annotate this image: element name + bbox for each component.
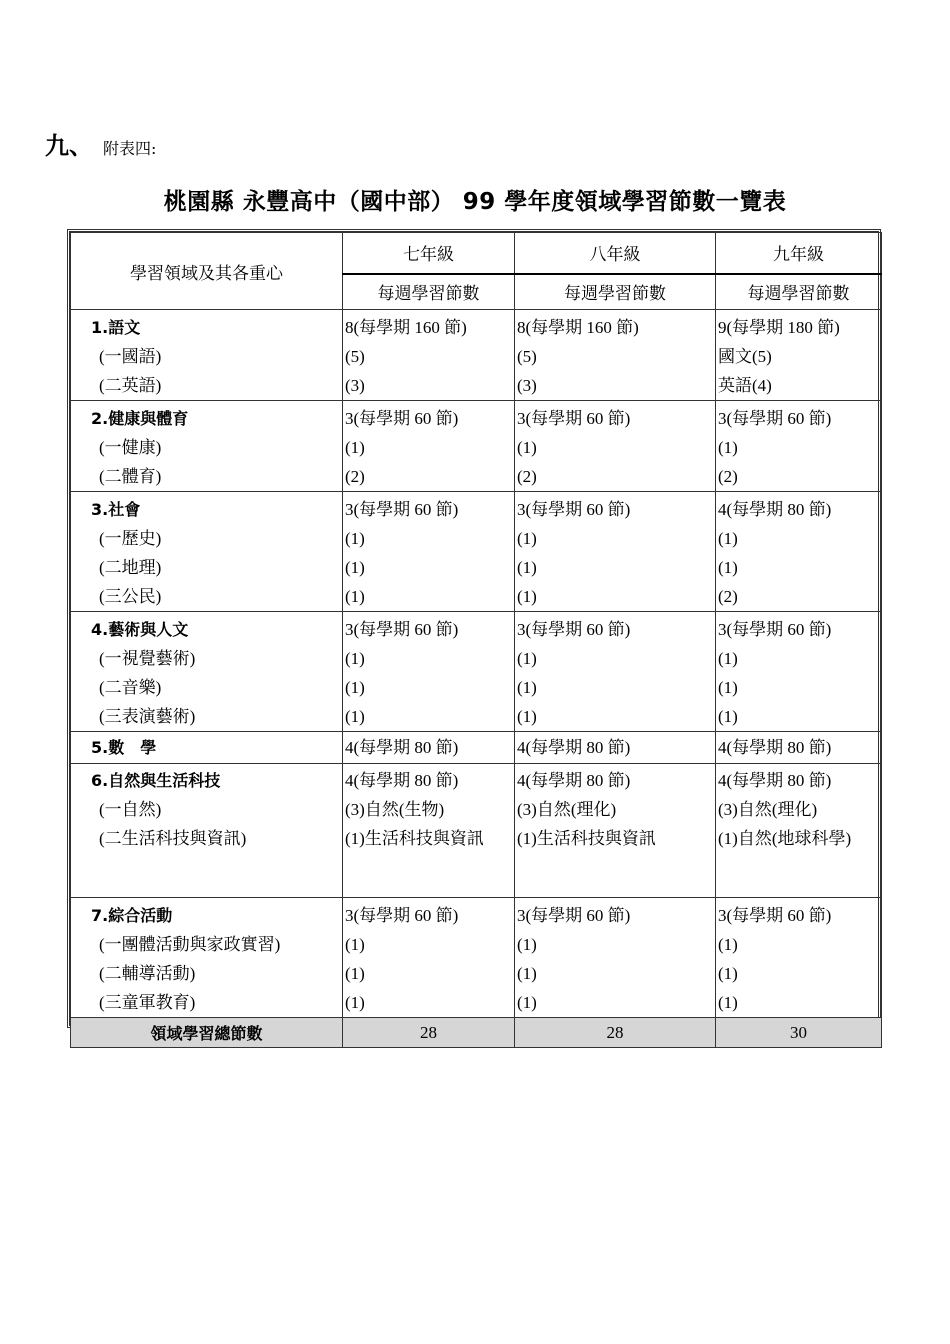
- hours-value: 3(每學期 60 節): [345, 906, 459, 925]
- hours-value: (2): [718, 587, 738, 606]
- g8-cell: [515, 401, 716, 492]
- hours-value: (1): [517, 935, 537, 954]
- g8-cell: [515, 310, 716, 401]
- hours-value: (1): [718, 707, 738, 726]
- g7-cell: [343, 310, 515, 401]
- hours-value: (1): [517, 993, 537, 1012]
- hours-value: 3(每學期 60 節): [517, 409, 631, 428]
- hours-value: 4(每學期 80 節): [718, 738, 832, 757]
- hours-value: 4(每學期 80 節): [345, 771, 459, 790]
- area-subitem: (一國語): [99, 347, 162, 366]
- area-title: 5.數 學: [91, 738, 157, 757]
- area-cell: [71, 310, 343, 401]
- grade9-subheader: 每週學習節數: [716, 274, 882, 310]
- hours-value: (1): [517, 558, 537, 577]
- hours-value: (3)自然(生物): [345, 800, 445, 819]
- hours-value: (1): [517, 529, 537, 548]
- total-grade7: 28: [343, 1018, 515, 1048]
- g9-cell: [716, 401, 882, 492]
- hours-value: (3)自然(理化): [517, 800, 617, 819]
- total-row: [71, 1018, 882, 1048]
- hours-value: (2): [345, 467, 365, 486]
- grade7-header: 七年級: [343, 233, 515, 274]
- grade9-header: 九年級: [716, 233, 882, 274]
- hours-value: (2): [517, 467, 537, 486]
- area-title: 6.自然與生活科技: [91, 771, 221, 790]
- area-subitem: (二地理): [99, 558, 162, 577]
- hours-value: 國文(5): [718, 347, 772, 366]
- area-subitem: (一自然): [99, 800, 162, 819]
- g8-cell: [515, 492, 716, 612]
- hours-value: 8(每學期 160 節): [345, 318, 467, 337]
- document-title: 桃園縣 永豐高中（國中部） 99 學年度領域學習節數一覽表: [163, 189, 787, 215]
- hours-value: (1)生活科技與資訊: [517, 829, 656, 848]
- g9-cell: [716, 732, 882, 764]
- hours-value: (1)自然(地球科學): [718, 829, 852, 848]
- hours-value: (1): [718, 935, 738, 954]
- area-subitem: (二生活科技與資訊): [99, 829, 247, 848]
- hours-value: (1): [345, 707, 365, 726]
- area-subitem: (一視覺藝術): [99, 649, 196, 668]
- section-heading: [45, 126, 156, 161]
- hours-value: (1): [517, 587, 537, 606]
- hours-value: 4(每學期 80 節): [718, 500, 832, 519]
- hours-value: (1): [345, 935, 365, 954]
- g7-cell: [343, 764, 515, 898]
- hours-value: 3(每學期 60 節): [517, 906, 631, 925]
- hours-value: (1): [718, 529, 738, 548]
- hours-value: (1): [718, 678, 738, 697]
- g8-cell: [515, 732, 716, 764]
- hours-value: (2): [718, 467, 738, 486]
- hours-value: (1): [345, 993, 365, 1012]
- hours-value: (5): [517, 347, 537, 366]
- hours-value: 4(每學期 80 節): [345, 738, 459, 757]
- total-grade8: 28: [515, 1018, 716, 1048]
- g8-cell: [515, 612, 716, 732]
- g9-cell: [716, 898, 882, 1018]
- hours-value: 8(每學期 160 節): [517, 318, 639, 337]
- g7-cell: [343, 492, 515, 612]
- grade8-subheader: 每週學習節數: [515, 274, 716, 310]
- section-row: [71, 492, 882, 612]
- grade7-subheader: 每週學習節數: [343, 274, 515, 310]
- hours-value: (1): [345, 438, 365, 457]
- hours-value: 3(每學期 60 節): [718, 409, 832, 428]
- hours-value: (1): [345, 587, 365, 606]
- hours-value: (3): [517, 376, 537, 395]
- area-title: 3.社會: [91, 500, 141, 519]
- g8-cell: [515, 764, 716, 898]
- hours-value: (3)自然(理化): [718, 800, 818, 819]
- area-subitem: (三表演藝術): [99, 707, 196, 726]
- hours-value: (1): [718, 964, 738, 983]
- area-title: 7.綜合活動: [91, 906, 173, 925]
- hours-value: 3(每學期 60 節): [517, 620, 631, 639]
- hours-value: 9(每學期 180 節): [718, 318, 840, 337]
- g7-cell: [343, 401, 515, 492]
- hours-value: (1): [517, 438, 537, 457]
- hours-value: (5): [345, 347, 365, 366]
- hours-value: (1): [517, 649, 537, 668]
- hours-value: (1): [345, 964, 365, 983]
- grade8-header: 八年級: [515, 233, 716, 274]
- hours-value: (1): [345, 678, 365, 697]
- section-row: [71, 401, 882, 492]
- hours-value: (3): [345, 376, 365, 395]
- area-subitem: (一健康): [99, 438, 162, 457]
- g9-cell: [716, 764, 882, 898]
- hours-value: 4(每學期 80 節): [517, 771, 631, 790]
- area-cell: [71, 492, 343, 612]
- area-subitem: (二英語): [99, 376, 162, 395]
- g9-cell: [716, 612, 882, 732]
- hours-value: (1)生活科技與資訊: [345, 829, 484, 848]
- hours-value: (1): [345, 529, 365, 548]
- g7-cell: [343, 898, 515, 1018]
- area-subitem: (三童軍教育): [99, 993, 196, 1012]
- hours-value: 3(每學期 60 節): [718, 906, 832, 925]
- area-cell: [71, 732, 343, 764]
- area-subitem: (二音樂): [99, 678, 162, 697]
- hours-value: 英語(4): [718, 376, 772, 395]
- hours-value: (1): [718, 993, 738, 1012]
- section-row: [71, 612, 882, 732]
- section-row: [71, 732, 882, 764]
- curriculum-table: [67, 229, 881, 1043]
- area-cell: [71, 612, 343, 732]
- g8-cell: [515, 898, 716, 1018]
- area-cell: [71, 898, 343, 1018]
- appendix-label: 附表四:: [103, 139, 157, 158]
- area-subitem: (二輔導活動): [99, 964, 196, 983]
- hours-value: (1): [517, 678, 537, 697]
- hours-value: 3(每學期 60 節): [517, 500, 631, 519]
- hours-value: 3(每學期 60 節): [718, 620, 832, 639]
- area-cell: [71, 764, 343, 898]
- section-row: [71, 764, 882, 898]
- area-title: 2.健康與體育: [91, 409, 189, 428]
- hours-value: 4(每學期 80 節): [718, 771, 832, 790]
- hours-value: (1): [517, 964, 537, 983]
- section-row: [71, 898, 882, 1018]
- g7-cell: [343, 732, 515, 764]
- g9-cell: [716, 310, 882, 401]
- section-number: 九、: [45, 132, 93, 160]
- corner-header: 學習領域及其各重心: [71, 233, 343, 310]
- total-label: 領域學習總節數: [71, 1018, 343, 1048]
- hours-value: 3(每學期 60 節): [345, 500, 459, 519]
- hours-value: (1): [345, 649, 365, 668]
- hours-value: 3(每學期 60 節): [345, 620, 459, 639]
- area-subitem: (二體育): [99, 467, 162, 486]
- hours-value: 3(每學期 60 節): [345, 409, 459, 428]
- g9-cell: [716, 492, 882, 612]
- g7-cell: [343, 612, 515, 732]
- section-row: [71, 310, 882, 401]
- area-subitem: (一歷史): [99, 529, 162, 548]
- hours-value: (1): [718, 558, 738, 577]
- hours-value: 4(每學期 80 節): [517, 738, 631, 757]
- hours-value: (1): [517, 707, 537, 726]
- area-title: 1.語文: [91, 318, 141, 337]
- hours-value: (1): [718, 438, 738, 457]
- hours-value: (1): [345, 558, 365, 577]
- area-subitem: (一團體活動與家政實習): [99, 935, 281, 954]
- hours-value: (1): [718, 649, 738, 668]
- area-cell: [71, 401, 343, 492]
- area-subitem: (三公民): [99, 587, 162, 606]
- total-grade9: 30: [716, 1018, 882, 1048]
- area-title: 4.藝術與人文: [91, 620, 189, 639]
